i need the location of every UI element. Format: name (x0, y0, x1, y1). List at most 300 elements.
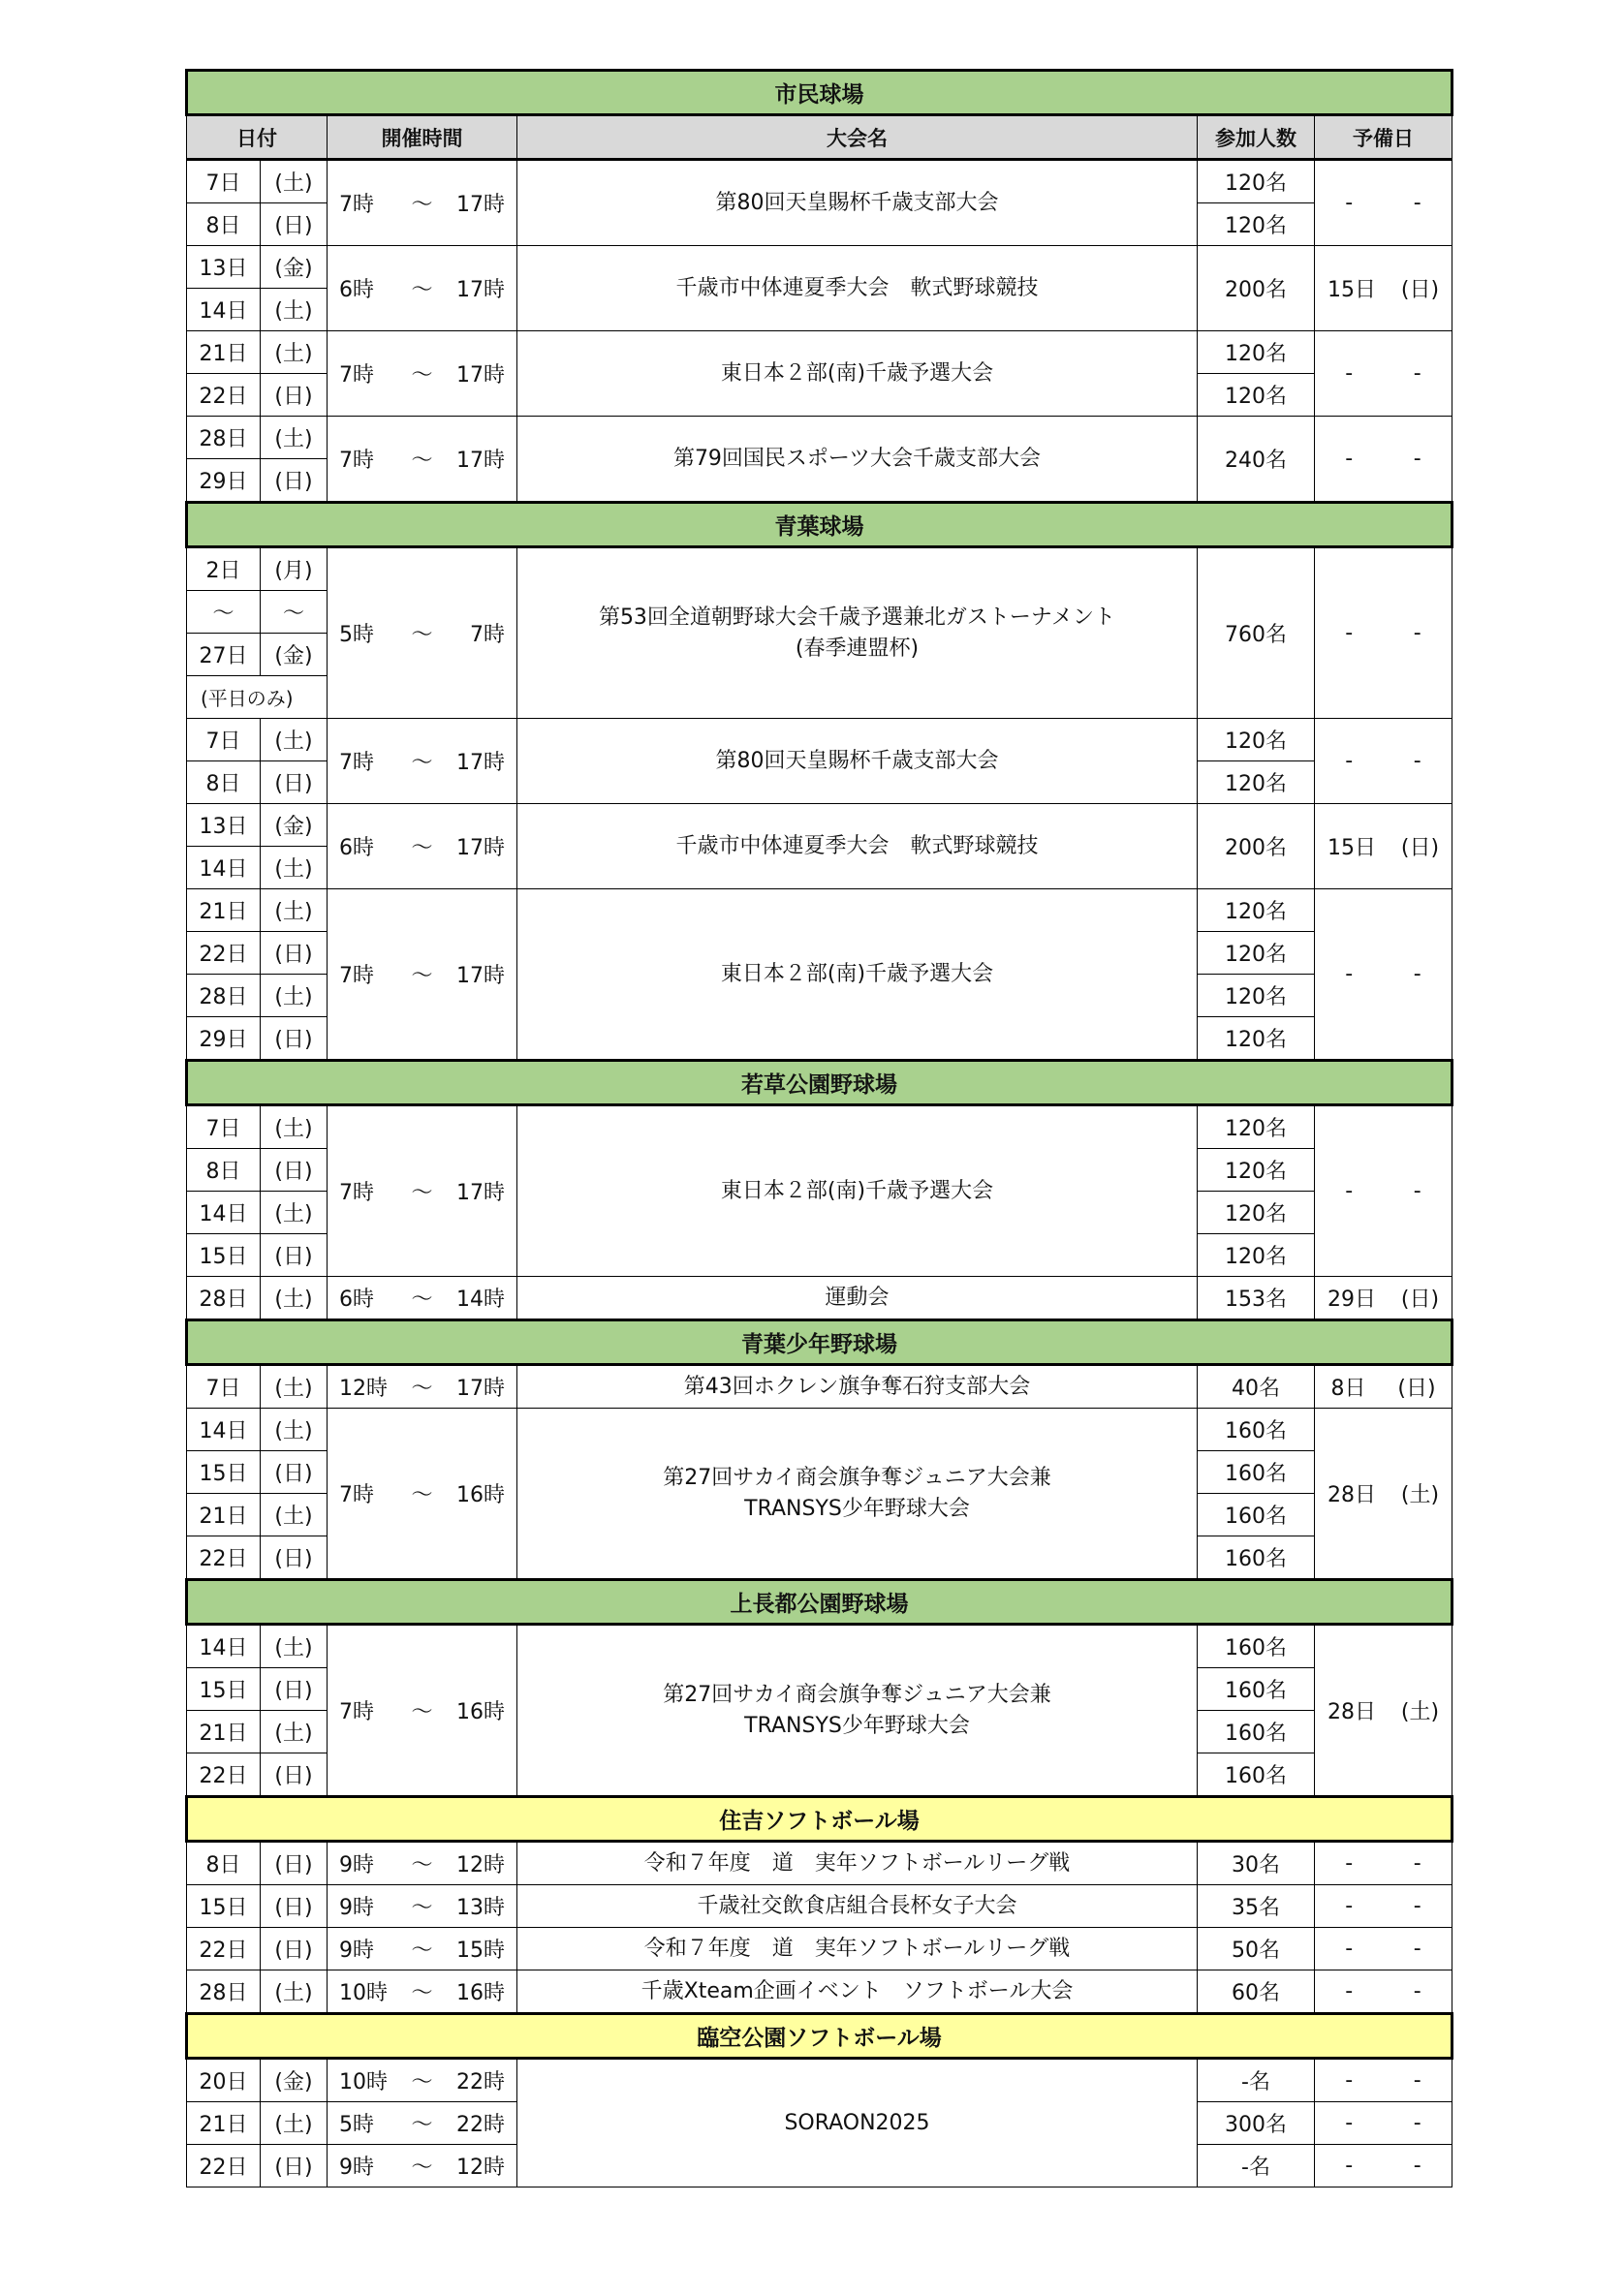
weekday-cell: (土) (261, 1970, 328, 2014)
weekday-cell: (土) (261, 1625, 328, 1668)
table-row (187, 1970, 1452, 2014)
table-row (187, 889, 1452, 932)
tilde: ～ (411, 964, 433, 988)
reserve-date: 15日 (1327, 278, 1376, 302)
reserve-cell (1315, 1970, 1452, 2014)
start-time: 7時 (339, 1700, 374, 1724)
event-name: 第27回サカイ商会旗争奪ジュニア大会兼 (663, 1682, 1051, 1707)
reserve-date: 28日 (1327, 1700, 1376, 1724)
end-time: 12時 (455, 2156, 505, 2180)
table-row (187, 719, 1452, 761)
reserve-weekday: - (1413, 2111, 1421, 2135)
header-participants: 参加人数 (1198, 115, 1315, 160)
tilde: ～ (411, 1483, 433, 1507)
reserve-date: - (1345, 2111, 1354, 2135)
section-title: 青葉少年野球場 (187, 1320, 1452, 1365)
reserve-cell (1315, 160, 1452, 246)
time-range (339, 746, 505, 776)
end-time: 13時 (455, 1896, 505, 1920)
date-cell: 29日 (187, 1017, 261, 1061)
reserve-day (1315, 1478, 1452, 1508)
event-cell (517, 1842, 1198, 1885)
reserve-cell (1315, 1277, 1452, 1320)
event-cell (517, 160, 1198, 246)
event-name: 第79回国民スポーツ大会千歳支部大会 (672, 446, 1042, 471)
date-cell: 22日 (187, 1928, 261, 1970)
weekday-cell: (日) (261, 932, 328, 975)
participants-cell: 120名 (1198, 1105, 1315, 1149)
time-range (339, 188, 505, 218)
section-title: 青葉球場 (187, 503, 1452, 547)
tilde: ～ (411, 1700, 433, 1724)
participants-cell: 200名 (1198, 246, 1315, 331)
date-cell: 8日 (187, 203, 261, 246)
event-name: 千歳市中体連夏季大会 軟式野球競技 (675, 275, 1039, 300)
header-date: 日付 (187, 115, 328, 160)
participants-cell: 760名 (1198, 547, 1315, 719)
event-cell (517, 1928, 1198, 1970)
tilde: ～ (411, 1896, 433, 1920)
end-time: 14時 (455, 1288, 505, 1312)
date-cell: 14日 (187, 1192, 261, 1234)
section-row (187, 71, 1452, 115)
time-cell (328, 804, 517, 889)
start-time: 6時 (339, 1288, 374, 1312)
table-row (187, 160, 1452, 203)
reserve-date: 8日 (1330, 1377, 1366, 1401)
participants-cell: 300名 (1198, 2102, 1315, 2145)
participants-cell: -名 (1198, 2145, 1315, 2187)
end-time: 17時 (455, 964, 505, 988)
reserve-day (1315, 1695, 1452, 1725)
start-time: 6時 (339, 836, 374, 860)
date-cell: 22日 (187, 374, 261, 417)
time-range (339, 1478, 505, 1508)
start-time: 7時 (339, 1181, 374, 1205)
reserve-weekday: (土) (1400, 1483, 1440, 1507)
time-cell (328, 246, 517, 331)
reserve-weekday: (日) (1397, 1377, 1436, 1401)
start-time: 7時 (339, 449, 374, 473)
event-cell (517, 1885, 1198, 1928)
reserve-date: - (1345, 2154, 1354, 2178)
event-subtitle: TRANSYS少年野球大会 (744, 1496, 970, 1521)
reserve-weekday: - (1413, 447, 1421, 471)
weekday-cell: (土) (261, 719, 328, 761)
reserve-weekday: - (1413, 191, 1421, 215)
reserve-day (1315, 1372, 1452, 1402)
reserve-day (1315, 749, 1452, 773)
event-cell (517, 1970, 1198, 2014)
start-time: 9時 (339, 1853, 374, 1877)
reserve-cell (1315, 331, 1452, 417)
date-cell: 2日 (187, 547, 261, 591)
tilde: ～ (411, 836, 433, 860)
participants-cell: 160名 (1198, 1625, 1315, 1668)
participants-cell: 240名 (1198, 417, 1315, 503)
participants-cell: 153名 (1198, 1277, 1315, 1320)
start-time: 12時 (339, 1377, 388, 1401)
reserve-date: - (1345, 2068, 1354, 2093)
event-cell (517, 804, 1198, 889)
reserve-weekday: - (1413, 361, 1421, 386)
end-time: 17時 (455, 1181, 505, 1205)
reserve-weekday: - (1413, 1979, 1421, 2003)
date-cell: 7日 (187, 719, 261, 761)
time-cell (328, 160, 517, 246)
event-name: 第43回ホクレン旗争奪石狩支部大会 (683, 1374, 1031, 1399)
tilde: ～ (411, 1377, 433, 1401)
tilde: ～ (411, 623, 433, 647)
reserve-cell (1315, 1842, 1452, 1885)
end-time: 22時 (455, 2113, 505, 2137)
date-cell: 21日 (187, 2102, 261, 2145)
end-time: 17時 (455, 751, 505, 775)
event-name: 第80回天皇賜杯千歳支部大会 (715, 190, 999, 215)
weekday-cell: (土) (261, 289, 328, 331)
tilde: ～ (411, 2113, 433, 2137)
time-cell (328, 2059, 517, 2102)
time-cell (328, 1409, 517, 1580)
reserve-cell (1315, 1928, 1452, 1970)
event-cell (517, 1625, 1198, 1797)
participants-cell: 120名 (1198, 761, 1315, 804)
table-row (187, 1928, 1452, 1970)
participants-cell: 160名 (1198, 1536, 1315, 1580)
reserve-date: - (1345, 621, 1354, 645)
participants-cell: 40名 (1198, 1365, 1315, 1409)
weekday-cell: (日) (261, 1668, 328, 1711)
start-time: 7時 (339, 193, 374, 217)
reserve-weekday: (土) (1400, 1700, 1440, 1724)
section-title: 上長都公園野球場 (187, 1580, 1452, 1625)
reserve-cell (1315, 2059, 1452, 2102)
start-time: 7時 (339, 1483, 374, 1507)
weekday-cell: (金) (261, 804, 328, 847)
end-time: 16時 (455, 1700, 505, 1724)
participants-cell: 30名 (1198, 1842, 1315, 1885)
reserve-cell (1315, 246, 1452, 331)
date-cell: 7日 (187, 160, 261, 203)
time-range (339, 831, 505, 861)
section-row (187, 1580, 1452, 1625)
weekday-cell: (土) (261, 1494, 328, 1536)
date-cell: 28日 (187, 1970, 261, 2014)
time-range (339, 1176, 505, 1206)
section-title: 住吉ソフトボール場 (187, 1797, 1452, 1842)
participants-cell: 120名 (1198, 1234, 1315, 1277)
end-time: 16時 (455, 1981, 505, 2005)
weekday-cell: (月) (261, 547, 328, 591)
event-name: 東日本２部(南)千歳予選大会 (720, 961, 994, 986)
event-cell (517, 547, 1198, 719)
reserve-weekday: (日) (1400, 1288, 1440, 1312)
weekday-cell: (日) (261, 1842, 328, 1885)
reserve-cell (1315, 2102, 1452, 2145)
event-cell (517, 1277, 1198, 1320)
event-name: 令和７年度 道 実年ソフトボールリーグ戦 (643, 1850, 1071, 1876)
table-row (187, 1409, 1452, 1451)
weekday-cell: (日) (261, 459, 328, 503)
weekday-cell: ～ (261, 591, 328, 634)
reserve-weekday: (日) (1400, 278, 1440, 302)
date-cell: ～ (187, 591, 261, 634)
participants-cell: 200名 (1198, 804, 1315, 889)
event-name: 第27回サカイ商会旗争奪ジュニア大会兼 (663, 1465, 1051, 1490)
reserve-day (1315, 1894, 1452, 1918)
reserve-day (1315, 621, 1452, 645)
start-time: 9時 (339, 1939, 374, 1963)
weekday-cell: (日) (261, 1928, 328, 1970)
table-row (187, 417, 1452, 459)
date-cell: 14日 (187, 289, 261, 331)
table-row (187, 2059, 1452, 2102)
reserve-day (1315, 1283, 1452, 1313)
date-cell: 29日 (187, 459, 261, 503)
date-cell: 13日 (187, 246, 261, 289)
table-row (187, 246, 1452, 289)
reserve-cell (1315, 804, 1452, 889)
reserve-day (1315, 962, 1452, 986)
reserve-day (1315, 1851, 1452, 1876)
weekday-cell: (土) (261, 1192, 328, 1234)
date-cell: 28日 (187, 1277, 261, 1320)
weekday-cell: (日) (261, 1753, 328, 1797)
table-row (187, 547, 1452, 591)
weekday-cell: (土) (261, 889, 328, 932)
event-cell (517, 719, 1198, 804)
time-range (339, 2065, 505, 2095)
weekday-cell: (土) (261, 847, 328, 889)
participants-cell: 60名 (1198, 1970, 1315, 2014)
end-time: 17時 (455, 363, 505, 388)
reserve-weekday: - (1413, 1937, 1421, 1961)
weekday-cell: (土) (261, 1365, 328, 1409)
schedule-table (185, 69, 1453, 2187)
reserve-weekday: - (1413, 1894, 1421, 1918)
reserve-cell (1315, 719, 1452, 804)
reserve-day (1315, 447, 1452, 471)
event-name: 東日本２部(南)千歳予選大会 (720, 360, 994, 386)
weekday-cell: (土) (261, 1409, 328, 1451)
participants-cell: 120名 (1198, 719, 1315, 761)
participants-cell: 50名 (1198, 1928, 1315, 1970)
tilde: ～ (411, 1939, 433, 1963)
time-range (339, 618, 505, 648)
weekday-cell: (日) (261, 2145, 328, 2187)
weekday-cell: (日) (261, 1017, 328, 1061)
time-cell (328, 1105, 517, 1277)
tilde: ～ (411, 363, 433, 388)
date-cell: 8日 (187, 1842, 261, 1885)
reserve-cell (1315, 417, 1452, 503)
participants-cell: 120名 (1198, 1017, 1315, 1061)
tilde: ～ (411, 1981, 433, 2005)
date-cell: 22日 (187, 2145, 261, 2187)
tilde: ～ (411, 193, 433, 217)
end-time: 15時 (455, 1939, 505, 1963)
date-cell: 14日 (187, 1625, 261, 1668)
participants-cell: 35名 (1198, 1885, 1315, 1928)
end-time: 7時 (469, 623, 505, 647)
time-range (339, 1976, 505, 2006)
reserve-weekday: - (1413, 621, 1421, 645)
header-row (187, 115, 1452, 160)
reserve-cell (1315, 2145, 1452, 2187)
table-row (187, 804, 1452, 847)
time-range (339, 1372, 505, 1402)
table-row (187, 1625, 1452, 1668)
weekday-cell: (土) (261, 975, 328, 1017)
date-note: (平日のみ) (187, 676, 328, 719)
participants-cell: 160名 (1198, 1451, 1315, 1494)
weekday-cell: (土) (261, 160, 328, 203)
time-range (339, 273, 505, 303)
participants-cell: 160名 (1198, 1494, 1315, 1536)
end-time: 17時 (455, 449, 505, 473)
date-cell: 28日 (187, 975, 261, 1017)
reserve-weekday: - (1413, 962, 1421, 986)
date-cell: 15日 (187, 1668, 261, 1711)
date-cell: 21日 (187, 889, 261, 932)
time-cell (328, 889, 517, 1061)
event-name: 令和７年度 道 実年ソフトボールリーグ戦 (643, 1936, 1071, 1961)
reserve-date: - (1345, 962, 1354, 986)
participants-cell: 160名 (1198, 1711, 1315, 1753)
start-time: 10時 (339, 1981, 388, 2005)
date-cell: 13日 (187, 804, 261, 847)
date-cell: 21日 (187, 1494, 261, 1536)
event-name: 第53回全道朝野球大会千歳予選兼北ガストーナメント (598, 605, 1116, 630)
event-cell (517, 1409, 1198, 1580)
reserve-date: 15日 (1327, 836, 1376, 860)
reserve-weekday: - (1413, 1851, 1421, 1876)
date-cell: 15日 (187, 1885, 261, 1928)
participants-cell: 120名 (1198, 975, 1315, 1017)
reserve-weekday: - (1413, 2068, 1421, 2093)
time-range (339, 1891, 505, 1921)
reserve-date: 28日 (1327, 1483, 1376, 1507)
participants-cell: 120名 (1198, 203, 1315, 246)
participants-cell: 120名 (1198, 932, 1315, 975)
event-name: 千歳市中体連夏季大会 軟式野球競技 (675, 833, 1039, 858)
event-cell (517, 246, 1198, 331)
tilde: ～ (411, 751, 433, 775)
reserve-cell (1315, 889, 1452, 1061)
event-name: 第80回天皇賜杯千歳支部大会 (715, 748, 999, 773)
reserve-date: - (1345, 1937, 1354, 1961)
weekday-cell: (日) (261, 1885, 328, 1928)
time-cell (328, 719, 517, 804)
date-cell: 21日 (187, 1711, 261, 1753)
section-row (187, 1797, 1452, 1842)
reserve-date: - (1345, 1851, 1354, 1876)
reserve-day (1315, 361, 1452, 386)
reserve-day (1315, 191, 1452, 215)
event-name: SORAON2025 (784, 2110, 930, 2135)
reserve-date: - (1345, 1894, 1354, 1918)
date-cell: 8日 (187, 1149, 261, 1192)
time-range (339, 2151, 505, 2181)
section-title: 市民球場 (187, 71, 1452, 115)
event-subtitle: TRANSYS少年野球大会 (744, 1713, 970, 1738)
participants-cell: 120名 (1198, 160, 1315, 203)
time-range (339, 1283, 505, 1313)
end-time: 17時 (455, 1377, 505, 1401)
time-cell (328, 1928, 517, 1970)
time-cell (328, 1365, 517, 1409)
date-cell: 28日 (187, 417, 261, 459)
event-cell (517, 1105, 1198, 1277)
weekday-cell: (日) (261, 1234, 328, 1277)
section-row (187, 1320, 1452, 1365)
reserve-day (1315, 2111, 1452, 2135)
tilde: ～ (411, 1853, 433, 1877)
reserve-cell (1315, 1885, 1452, 1928)
date-cell: 14日 (187, 847, 261, 889)
reserve-date: - (1345, 361, 1354, 386)
reserve-cell (1315, 1365, 1452, 1409)
event-name: 千歳Xteam企画イベント ソフトボール大会 (640, 1978, 1074, 2003)
reserve-day (1315, 1179, 1452, 1203)
weekday-cell: (日) (261, 1536, 328, 1580)
header-event: 大会名 (517, 115, 1198, 160)
date-cell: 22日 (187, 1753, 261, 1797)
end-time: 16時 (455, 1483, 505, 1507)
weekday-cell: (土) (261, 1711, 328, 1753)
date-cell: 27日 (187, 634, 261, 676)
reserve-weekday: - (1413, 2154, 1421, 2178)
participants-cell: -名 (1198, 2059, 1315, 2102)
start-time: 5時 (339, 623, 374, 647)
reserve-date: - (1345, 1979, 1354, 2003)
reserve-cell (1315, 1625, 1452, 1797)
time-range (339, 1848, 505, 1878)
participants-cell: 120名 (1198, 1149, 1315, 1192)
section-title: 臨空公園ソフトボール場 (187, 2014, 1452, 2059)
reserve-cell (1315, 1409, 1452, 1580)
weekday-cell: (日) (261, 203, 328, 246)
weekday-cell: (土) (261, 2102, 328, 2145)
reserve-cell (1315, 1105, 1452, 1277)
time-cell (328, 331, 517, 417)
end-time: 22時 (455, 2070, 505, 2094)
date-cell: 7日 (187, 1105, 261, 1149)
weekday-cell: (金) (261, 2059, 328, 2102)
time-cell (328, 1970, 517, 2014)
table-row (187, 1365, 1452, 1409)
participants-cell: 160名 (1198, 1753, 1315, 1797)
participants-cell: 120名 (1198, 331, 1315, 374)
reserve-date: - (1345, 749, 1354, 773)
table-row (187, 331, 1452, 374)
date-cell: 8日 (187, 761, 261, 804)
header-reserve: 予備日 (1315, 115, 1452, 160)
reserve-date: 29日 (1327, 1288, 1376, 1312)
time-cell (328, 417, 517, 503)
reserve-weekday: - (1413, 1179, 1421, 1203)
tilde: ～ (411, 2070, 433, 2094)
reserve-day (1315, 831, 1452, 861)
end-time: 17時 (455, 278, 505, 302)
participants-cell: 160名 (1198, 1409, 1315, 1451)
participants-cell: 120名 (1198, 889, 1315, 932)
date-cell: 22日 (187, 932, 261, 975)
reserve-date: - (1345, 191, 1354, 215)
time-range (339, 358, 505, 388)
tilde: ～ (411, 1288, 433, 1312)
time-range (339, 959, 505, 989)
